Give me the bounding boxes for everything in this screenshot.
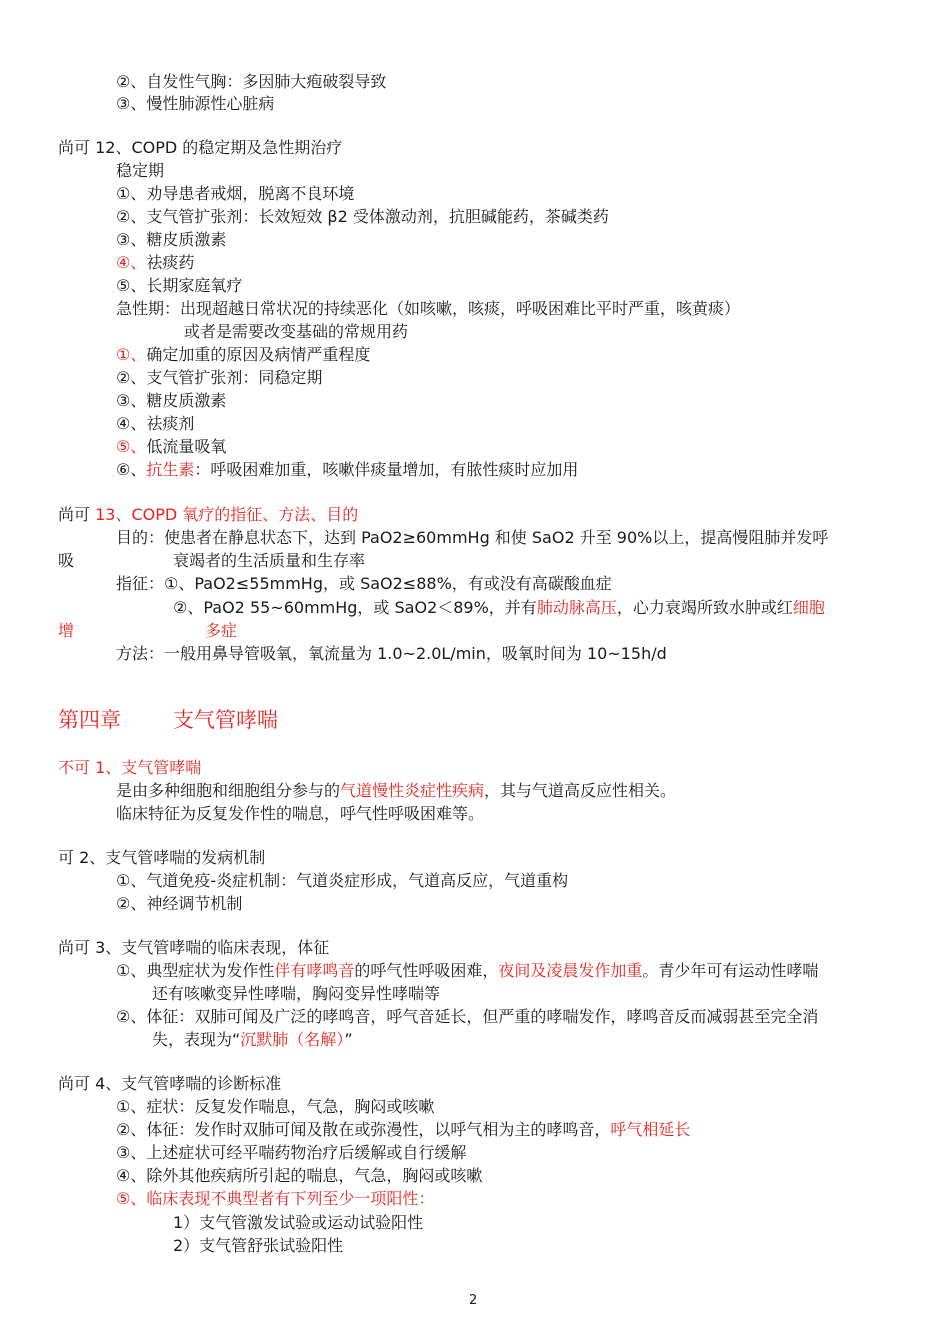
list-item: ②、支气管扩张剂：同稳定期	[116, 368, 323, 387]
chapter-number: 第四章	[58, 708, 121, 732]
highlight-text: ⑤、	[116, 437, 147, 456]
list-item: ②、体征：双肺可闻及广泛的哮鸣音，呼气音延长，但严重的哮喘发作，哮鸣音反而减弱甚至完全消	[116, 1007, 819, 1026]
item-text: ，心力衰竭所致水肿或红	[616, 598, 793, 617]
highlight-text: 肺动脉高压	[536, 598, 617, 617]
text-line: 还有咳嗽变异性哮喘，胸闷变异性哮喘等	[152, 984, 441, 1003]
item-text: 是由多种细胞和细胞组分参与的	[116, 781, 341, 800]
highlight-text: 气道慢性炎症性疾病	[340, 781, 485, 800]
text-line: ②、自发性气胸：多因肺大疱破裂导致	[116, 72, 387, 91]
text-line: 目的：使患者在静息状态下，达到 PaO2≥60mmHg 和使 SaO2 升至 90%以上，提高慢阻肺并发呼	[116, 528, 829, 547]
text-line	[116, 780, 676, 802]
text-line: 临床特征为反复发作性的喘息，呼气性呼吸困难等。	[116, 804, 485, 823]
highlight-text: 沉默肺（名解）	[240, 1030, 345, 1049]
text-line: ③、慢性肺源性心脏病	[116, 94, 275, 113]
list-item: ②、神经调节机制	[116, 894, 243, 913]
list-item: ①、气道免疫-炎症机制：气道炎症形成，气道高反应，气道重构	[116, 871, 569, 890]
highlight-text: 伴有哮鸣音	[274, 961, 355, 980]
title-prefix: 尚可	[58, 505, 96, 524]
text-line: 或者是需要改变基础的常规用药	[184, 322, 409, 341]
item-text: 确定加重的原因及病情严重程度	[146, 345, 371, 364]
highlight-text: 13、COPD 氧疗的指征、方法、目的	[95, 505, 359, 524]
list-item: ③、上述症状可经平喘药物治疗后缓解或自行缓解	[116, 1143, 467, 1162]
list-item: ②、支气管扩张剂：长效短效 β2 受体激动剂，抗胆碱能药，茶碱类药	[116, 207, 609, 226]
page-number: 2	[469, 1293, 478, 1308]
section-title	[58, 504, 358, 526]
section-title: 可 2、支气管哮喘的发病机制	[58, 848, 266, 867]
list-item	[116, 1119, 690, 1141]
text-line: 吸	[58, 551, 75, 570]
list-item	[116, 960, 818, 982]
section-title: 尚可 4、支气管哮喘的诊断标准	[58, 1074, 282, 1093]
item-text: 。青少年可有运动性哮喘	[642, 961, 819, 980]
list-item: ①、症状：反复发作喘息，气急，胸闷或咳嗽	[116, 1097, 435, 1116]
item-text: ②、PaO2 55~60mmHg，或 SaO2＜89%，并有	[173, 598, 537, 617]
text-line	[173, 597, 825, 619]
item-text: 失，表现为“	[152, 1030, 241, 1049]
text-line: 方法：一般用鼻导管吸氧，氧流量为 1.0~2.0L/min，吸氧时间为 10~15h/d	[116, 644, 667, 663]
subheading: 稳定期	[116, 161, 165, 180]
list-item: ⑤、长期家庭氧疗	[116, 276, 243, 295]
highlight-text: 增	[58, 621, 75, 640]
section-title: 不可 1、支气管哮喘	[58, 758, 202, 777]
text-line: 衰竭者的生活质量和生存率	[173, 551, 366, 570]
list-item: ④、祛痰剂	[116, 414, 195, 433]
list-item: ④、除外其他疾病所引起的喘息，气急，胸闷或咳嗽	[116, 1166, 483, 1185]
item-text: ②、体征：发作时双肺可闻及散在或弥漫性，以呼气相为主的哮鸣音，	[116, 1120, 611, 1139]
list-item	[116, 252, 194, 274]
sub-list-item: 2）支气管舒张试验阳性	[173, 1236, 344, 1255]
item-text: ：呼吸困难加重，咳嗽伴痰量增加，有脓性痰时应加用	[194, 460, 579, 479]
sub-list-item: 1）支气管激发试验或运动试验阳性	[173, 1213, 424, 1232]
list-item: ③、糖皮质激素	[116, 391, 227, 410]
list-item	[116, 459, 578, 481]
highlight-text: 细胞	[792, 598, 825, 617]
list-item: ③、糖皮质激素	[116, 230, 227, 249]
list-item	[116, 436, 226, 458]
text-line: 指征：①、PaO2≤55mmHg，或 SaO2≤88%，有或没有高碳酸血症	[116, 574, 612, 593]
subheading: 急性期：出现超越日常状况的持续恶化（如咳嗽，咳痰，呼吸困难比平时严重，咳黄痰）	[116, 299, 741, 318]
item-text: ①、典型症状为发作性	[116, 961, 275, 980]
highlight-text: 呼气相延长	[610, 1120, 691, 1139]
highlight-text: ①、	[116, 345, 147, 364]
item-num: ⑥、	[116, 460, 147, 479]
text-line	[152, 1029, 353, 1051]
list-item: ⑤、临床表现不典型者有下列至少一项阳性：	[116, 1189, 435, 1208]
section-title: 尚可 3、支气管哮喘的临床表现，体征	[58, 938, 330, 957]
highlight-text: 夜间及凌晨发作加重	[498, 961, 643, 980]
item-text: 的呼气性呼吸困难，	[354, 961, 499, 980]
highlight-text: 多症	[205, 621, 238, 640]
section-title: 尚可 12、COPD 的稳定期及急性期治疗	[58, 138, 343, 157]
list-item	[116, 344, 370, 366]
list-item: ①、劝导患者戒烟，脱离不良环境	[116, 184, 355, 203]
item-text: 祛痰药	[146, 253, 195, 272]
chapter-title: 支气管哮喘	[173, 708, 278, 732]
item-text: ”	[344, 1030, 353, 1049]
item-text: 低流量吸氧	[146, 437, 227, 456]
highlight-text: ④、	[116, 253, 147, 272]
highlight-text: 抗生素	[146, 460, 195, 479]
item-text: ，其与气道高反应性相关。	[484, 781, 677, 800]
